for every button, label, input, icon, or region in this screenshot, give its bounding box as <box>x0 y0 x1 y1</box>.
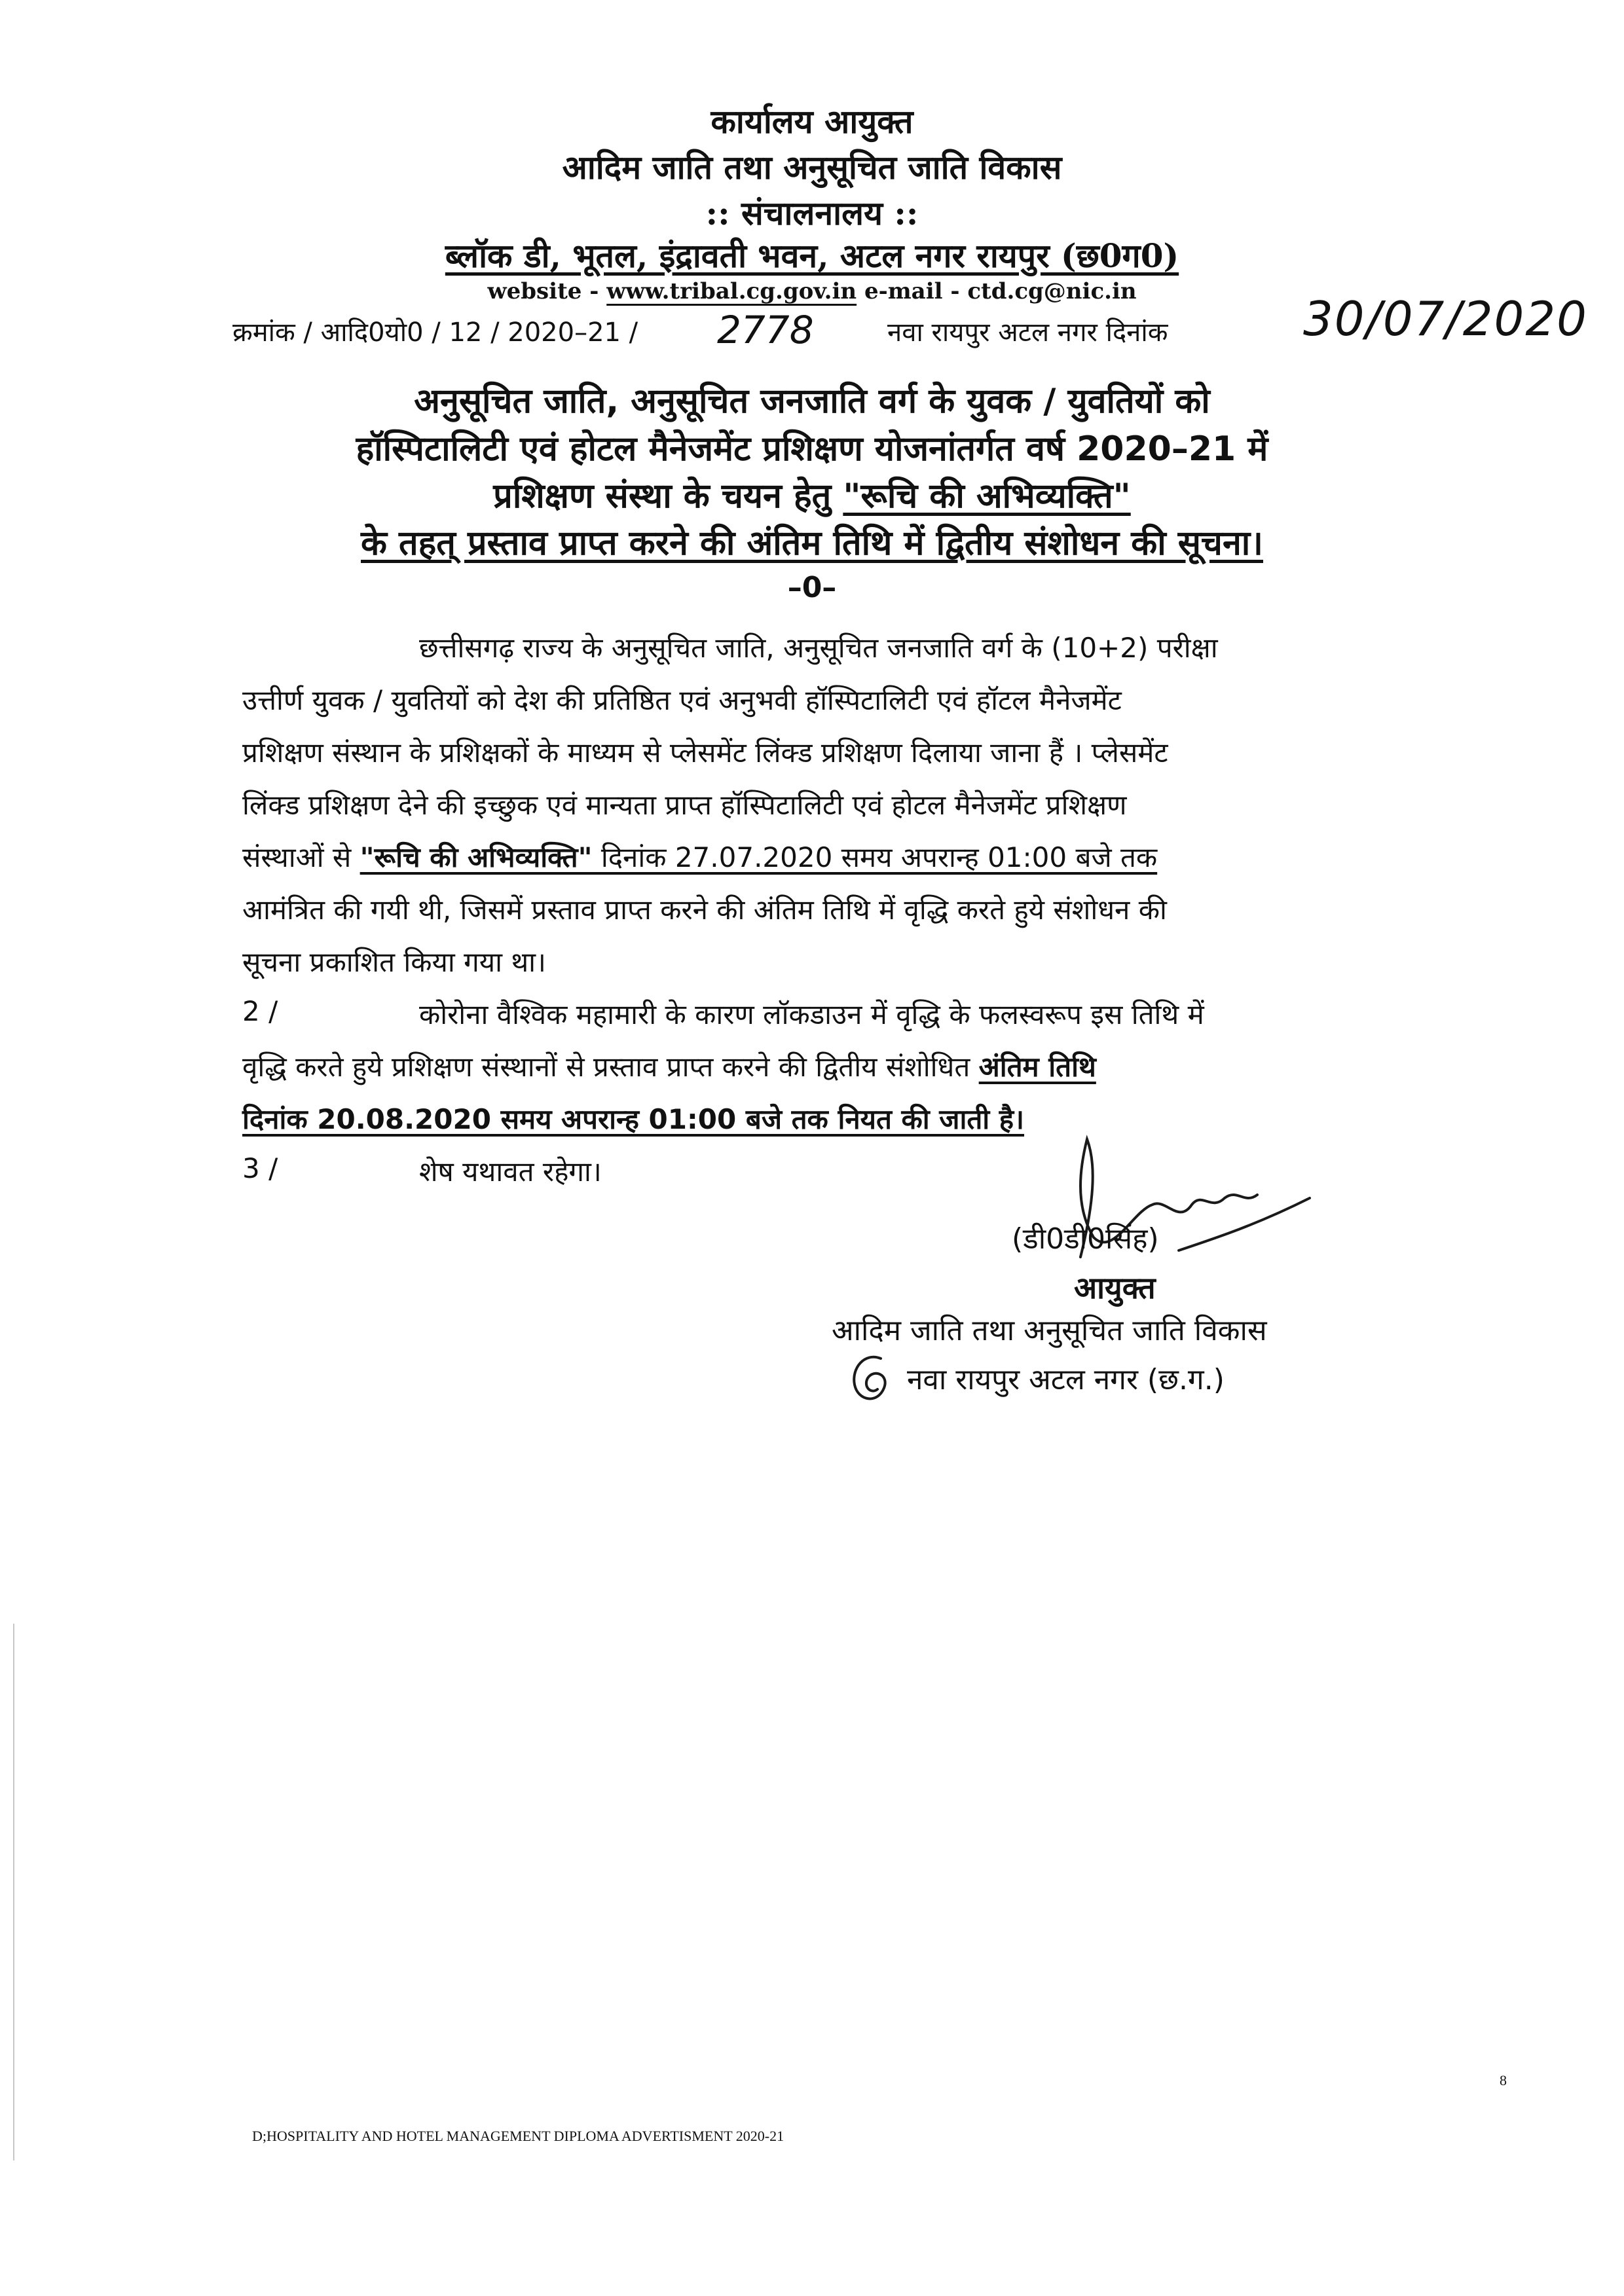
subject-line-2: हॉस्पिटालिटी एवं होटल मैनेजमेंट प्रशिक्षण योजनांतर्गत वर्ष 2020–21 में <box>356 429 1268 469</box>
scan-edge-line <box>13 1624 14 2160</box>
paragraph-1-line-4: लिंक्ड प्रशिक्षण देने की इच्छुक एवं मान्यता प्राप्त हॉस्पिटालिटी एवं होटल मैनेजमेंट प्रशिक्षण <box>242 789 1127 821</box>
email-label: e-mail - <box>857 278 968 304</box>
revised-deadline: दिनांक 20.08.2020 समय अपरान्ह 01:00 बजे तक नियत की जाती है। <box>242 1103 1025 1135</box>
paragraph-2-line-2-start: वृद्धि करते हुये प्रशिक्षण संस्थानों से प्रस्ताव प्राप्त करने की द्वितीय संशोधित <box>242 1051 979 1083</box>
eoi-phrase-body: "रूचि की अभिव्यक्ति" <box>360 841 593 873</box>
signatory-name: (डी0डी0सिंह) <box>1012 1222 1159 1256</box>
subject-line-1: अनुसूचित जाति, अनुसूचित जनजाति वर्ग के युवक / युवतियों को <box>414 382 1210 421</box>
paragraph-3-number: 3 / <box>242 1152 278 1184</box>
final-date-label: अंतिम तिथि <box>978 1051 1096 1083</box>
footer-file-path: D;HOSPITALITY AND HOTEL MANAGEMENT DIPLOMA ADVERTISMENT 2020-21 <box>252 2128 784 2144</box>
paragraph-1-line-7: सूचना प्रकाशित किया गया था। <box>242 946 546 978</box>
signatory-title: आयुक्त <box>1074 1270 1156 1305</box>
paragraph-1-line-3: प्रशिक्षण संस्थान के प्रशिक्षकों के माध्यम से प्लेसमेंट लिंक्ड प्रशिक्षण दिलाया जाना हैं । प्लेसमेंट <box>242 737 1168 769</box>
original-deadline: दिनांक 27.07.2020 समय अपरान्ह 01:00 बजे तक <box>592 841 1158 873</box>
initial-mark <box>845 1349 897 1408</box>
paragraph-3-line-1: शेष यथावत रहेगा। <box>419 1156 602 1188</box>
paragraph-2-line-1: कोरोना वैश्विक महामारी के कारण लॉकडाउन में वृद्धि के फलस्वरूप इस तिथि में <box>419 998 1204 1030</box>
date-label: नवा रायपुर अटल नगर दिनांक <box>887 318 1168 348</box>
reference-prefix: क्रमांक / आदि0यो0 / 12 / 2020–21 / <box>232 318 638 348</box>
separator: –0– <box>787 571 837 604</box>
address-heading: ब्लॉक डी, भूतल, इंद्रावती भवन, अटल नगर रायपुर (छ0ग0) <box>445 236 1179 275</box>
eoi-phrase: "रूचि की अभिव्यक्ति" <box>843 477 1131 516</box>
paragraph-1-line-1: छत्तीसगढ़ राज्य के अनुसूचित जाति, अनुसूचित जनजाति वर्ग के (10+2) परीक्षा <box>419 632 1218 664</box>
signatory-place: नवा रायपुर अटल नगर (छ.ग.) <box>907 1363 1225 1396</box>
subject-line-3 <box>0 471 1624 518</box>
signatory-department: आदिम जाति तथा अनुसूचित जाति विकास <box>832 1314 1267 1347</box>
paragraph-1-line-5-start: संस्थाओं से <box>242 841 360 873</box>
website-label: website - <box>487 278 607 304</box>
paragraph-1-line-5 <box>242 838 1157 875</box>
page-number: 8 <box>1500 2072 1507 2088</box>
email-link[interactable]: ctd.cg@nic.in <box>967 278 1137 304</box>
reference-number: 2778 <box>717 308 814 352</box>
directorate-heading: :: संचालनालय :: <box>705 194 919 232</box>
subject-line-4: के तहत् प्रस्ताव प्राप्त करने की अंतिम तिथि में द्वितीय संशोधन की सूचना। <box>361 524 1263 563</box>
paragraph-2-line-2 <box>242 1048 1096 1085</box>
issue-date: 30/07/2020 <box>1303 291 1588 346</box>
department-heading: आदिम जाति तथा अनुसूचित जाति विकास <box>562 148 1062 187</box>
website-link[interactable]: www.tribal.cg.gov.in <box>606 278 857 304</box>
office-heading: कार्यालय आयुक्त <box>710 102 913 141</box>
paragraph-1-line-2: उत्तीर्ण युवक / युवतियों को देश की प्रतिष्ठित एवं अनुभवी हॉस्पिटालिटी एवं हॉटल मैनेजमेंट <box>242 684 1122 716</box>
paragraph-2-number: 2 / <box>242 995 278 1027</box>
paragraph-1-line-6: आमंत्रित की गयी थी, जिसमें प्रस्ताव प्राप्त करने की अंतिम तिथि में वृद्धि करते हुये संशोधन की <box>242 894 1167 926</box>
subject-line-3-text: प्रशिक्षण संस्था के चयन हेतु <box>493 477 843 516</box>
